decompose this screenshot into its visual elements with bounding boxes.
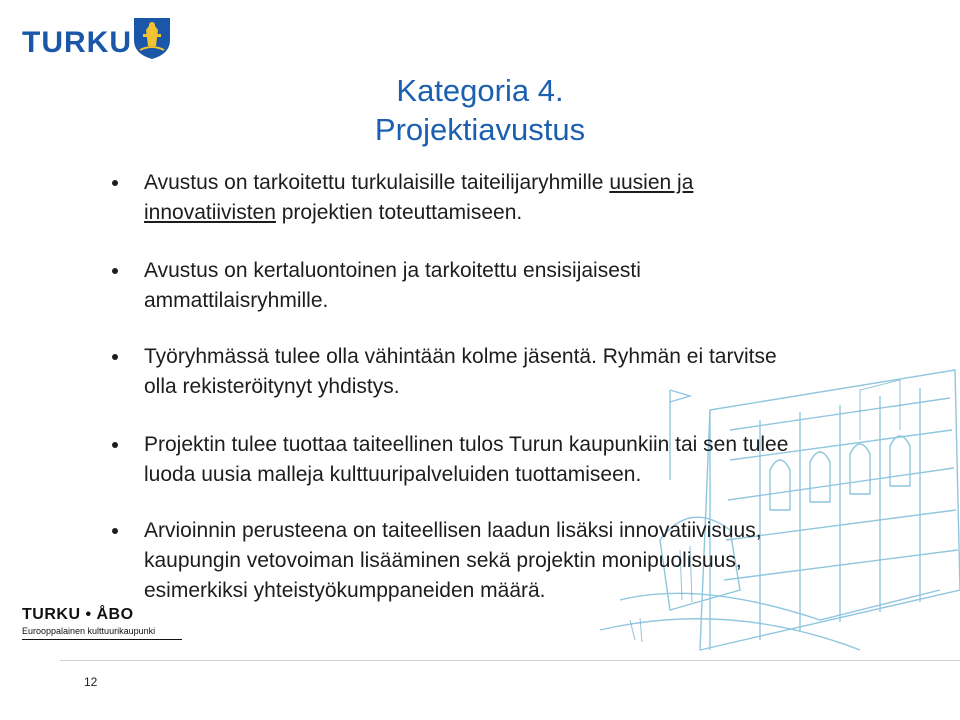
turku-coat-of-arms-icon (132, 16, 172, 60)
bullet-text: Projektin tulee tuottaa taiteellinen tulos Turun kaupunkiin tai sen tulee (144, 433, 789, 456)
bullet-item (108, 516, 762, 606)
bullet-dot-icon (112, 180, 118, 186)
turku-logo-text: TURKU (22, 26, 132, 59)
slide-title-line2: Projektiavustus (374, 112, 586, 147)
ecoc-logo-underline (22, 639, 182, 640)
bullet-item (108, 168, 693, 228)
page-number: 12 (84, 675, 98, 689)
bullet-text: esimerkiksi yhteistyökumppaneiden määrä. (144, 579, 546, 602)
bullet-text: kaupungin vetovoiman lisääminen sekä projektin monipuolisuus, (144, 549, 742, 572)
bullet-dot-icon (112, 442, 118, 448)
bullet-text: Arvioinnin perusteena on taiteellisen laadun lisäksi innovatiivisuus, (144, 519, 762, 542)
footer-divider (60, 660, 960, 661)
bullet-text: luoda uusia malleja kulttuuripalveluiden tuottamiseen. (144, 463, 642, 486)
bullet-underlined-text: uusien ja (609, 171, 694, 194)
bullet-text: Avustus on tarkoitettu turkulaisille taiteilijaryhmille (144, 171, 610, 194)
bullet-dot-icon (112, 354, 118, 360)
bullet-text: projektien toteuttamiseen. (275, 201, 523, 224)
bullet-dot-icon (112, 268, 118, 274)
bullet-underlined-text: innovatiivisten (144, 201, 276, 224)
bullet-text: olla rekisteröitynyt yhdistys. (144, 375, 400, 398)
ecoc-logo-subtitle: Eurooppalainen kulttuurikaupunki (22, 626, 156, 636)
bullet-text: Avustus on kertaluontoinen ja tarkoitettu ensisijaisesti (144, 259, 641, 282)
bullet-item (108, 342, 777, 402)
slide-title-line1: Kategoria 4. (396, 73, 564, 108)
bullet-text: ammattilaisryhmille. (144, 289, 329, 312)
turku-abo-ecoc-logo (22, 606, 192, 640)
bullet-dot-icon (112, 528, 118, 534)
bullet-text: Työryhmässä tulee olla vähintään kolme jäsentä. Ryhmän ei tarvitse (144, 345, 777, 368)
bullet-item (108, 256, 641, 316)
bullet-item (108, 430, 788, 490)
ecoc-logo-name: TURKU • ÅBO (22, 606, 134, 623)
